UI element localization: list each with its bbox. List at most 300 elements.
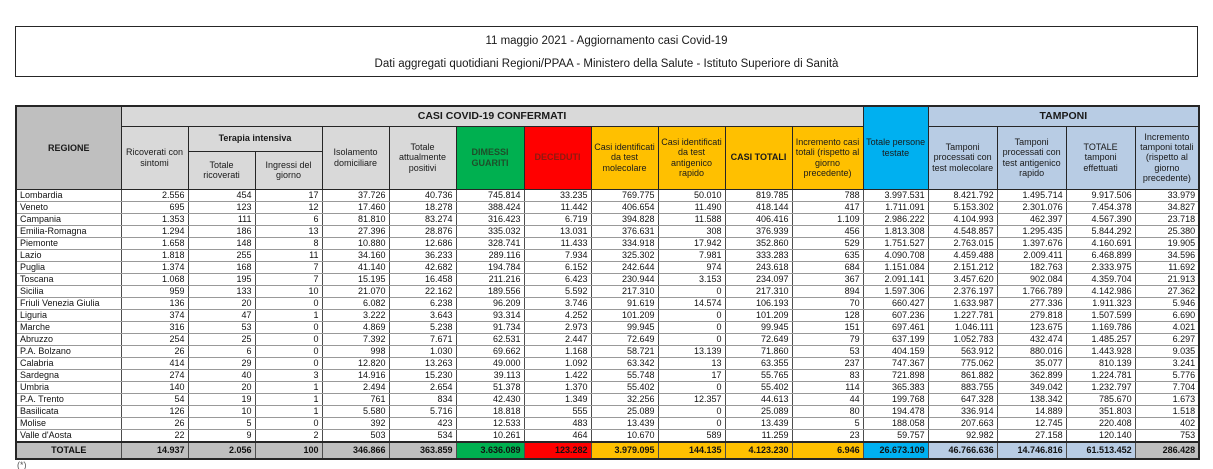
value-cell: 6.468.899 [1066,249,1135,261]
value-cell: 23 [792,429,863,442]
value-cell: 3.222 [322,309,389,321]
value-cell: 1.818 [121,249,188,261]
value-cell: 2.009.411 [997,249,1066,261]
value-cell: 20 [188,381,255,393]
value-cell: 1.751.527 [863,237,928,249]
value-cell: 1.658 [121,237,188,249]
value-cell: 217.310 [591,285,658,297]
region-name: Abruzzo [16,333,121,345]
value-cell: 55.765 [725,369,792,381]
value-cell: 454 [188,189,255,201]
value-cell: 10 [188,405,255,417]
report-title: 11 maggio 2021 - Aggiornamento casi Covid-19 [485,35,728,47]
value-cell: 42.682 [389,261,456,273]
value-cell: 745.814 [456,189,524,201]
value-cell: 8 [255,237,322,249]
value-cell: 753 [1135,429,1199,442]
value-cell: 635 [792,249,863,261]
value-cell: 0 [658,405,725,417]
value-cell: 5.592 [524,285,591,297]
value-cell: 71.860 [725,345,792,357]
value-cell: 186 [188,225,255,237]
value-cell: 27.362 [1135,285,1199,297]
value-cell: 1.374 [121,261,188,273]
value-cell: 775.062 [928,357,997,369]
value-cell: 44 [792,393,863,405]
report-header [15,26,1198,77]
value-cell: 1.030 [389,345,456,357]
value-cell: 333.283 [725,249,792,261]
value-cell: 230.944 [591,273,658,285]
value-cell: 959 [121,285,188,297]
value-cell: 11 [255,249,322,261]
value-cell: 589 [658,429,725,442]
value-cell: 5 [188,417,255,429]
value-cell: 1.766.789 [997,285,1066,297]
value-cell: 7.671 [389,333,456,345]
value-cell: 334.918 [591,237,658,249]
value-cell: 6.297 [1135,333,1199,345]
value-cell: 194.478 [863,405,928,417]
table-row [16,285,1199,297]
value-cell: 1.168 [524,345,591,357]
value-cell: 998 [322,345,389,357]
value-cell: 151 [792,321,863,333]
region-name: Emilia-Romagna [16,225,121,237]
value-cell: 6.690 [1135,309,1199,321]
region-name: Friuli Venezia Giulia [16,297,121,309]
value-cell: 13.439 [725,417,792,429]
value-cell: 1.052.783 [928,333,997,345]
total-label: TOTALE [16,442,121,459]
value-cell: 100 [255,442,322,459]
value-cell: 72.649 [725,333,792,345]
value-cell: 697.461 [863,321,928,333]
value-cell: 0 [255,345,322,357]
value-cell: 144.135 [658,442,725,459]
value-cell: 4.021 [1135,321,1199,333]
value-cell: 0 [658,309,725,321]
value-cell: 406.654 [591,201,658,213]
table-row [16,333,1199,345]
value-cell: 14.574 [658,297,725,309]
value-cell: 53 [792,345,863,357]
value-cell: 2 [255,429,322,442]
value-cell: 335.032 [456,225,524,237]
value-cell: 374 [121,309,188,321]
value-cell: 6.238 [389,297,456,309]
value-cell: 2.151.212 [928,261,997,273]
region-name: Lazio [16,249,121,261]
table-row [16,225,1199,237]
value-cell: 14.916 [322,369,389,381]
value-cell: 91.619 [591,297,658,309]
value-cell: 123 [188,201,255,213]
col-header-deceduti: DECEDUTI [524,126,591,189]
table-row [16,273,1199,285]
table-row [16,261,1199,273]
value-cell: 3.457.620 [928,273,997,285]
region-name: Sicilia [16,285,121,297]
region-name: Lombardia [16,189,121,201]
value-cell: 328.741 [456,237,524,249]
value-cell: 12.357 [658,393,725,405]
value-cell: 126 [121,405,188,417]
value-cell: 684 [792,261,863,273]
value-cell: 50.010 [658,189,725,201]
value-cell: 12.745 [997,417,1066,429]
value-cell: 1.397.676 [997,237,1066,249]
value-cell: 388.424 [456,201,524,213]
value-cell: 1.353 [121,213,188,225]
value-cell: 120.140 [1066,429,1135,442]
value-cell: 182.763 [997,261,1066,273]
value-cell: 79 [792,333,863,345]
value-cell: 7.934 [524,249,591,261]
table-row [16,213,1199,225]
value-cell: 237 [792,357,863,369]
value-cell: 14.889 [997,405,1066,417]
value-cell: 114 [792,381,863,393]
table-row [16,201,1199,213]
value-cell: 1.518 [1135,405,1199,417]
value-cell: 810.139 [1066,357,1135,369]
value-cell: 12.533 [456,417,524,429]
value-cell: 51.378 [456,381,524,393]
region-name: Sardegna [16,369,121,381]
value-cell: 7.392 [322,333,389,345]
value-cell: 1.633.987 [928,297,997,309]
value-cell: 92.982 [928,429,997,442]
value-cell: 316 [121,321,188,333]
value-cell: 25.380 [1135,225,1199,237]
value-cell: 17 [658,369,725,381]
value-cell: 199.768 [863,393,928,405]
value-cell: 418.144 [725,201,792,213]
col-header-regione: REGIONE [16,106,121,189]
value-cell: 1.911.323 [1066,297,1135,309]
value-cell: 34.596 [1135,249,1199,261]
value-cell: 55.402 [591,381,658,393]
table-row [16,393,1199,405]
value-cell: 2.763.015 [928,237,997,249]
value-cell: 80 [792,405,863,417]
value-cell: 55.748 [591,369,658,381]
value-cell: 394.828 [591,213,658,225]
value-cell: 10.880 [322,237,389,249]
value-cell: 207.663 [928,417,997,429]
footnote-marker: (*) [17,460,27,469]
col-header-persone-testate: Totale persone testate [863,106,928,189]
col-header-casi-totali: CASI TOTALI [725,126,792,189]
value-cell: 1.295.435 [997,225,1066,237]
value-cell: 0 [255,333,322,345]
value-cell: 1.109 [792,213,863,225]
value-cell: 2.301.076 [997,201,1066,213]
value-cell: 37.726 [322,189,389,201]
region-name: Toscana [16,273,121,285]
value-cell: 27.158 [997,429,1066,442]
value-cell: 351.803 [1066,405,1135,417]
value-cell: 255 [188,249,255,261]
value-cell: 9 [188,429,255,442]
value-cell: 2.091.141 [863,273,928,285]
total-row [16,442,1199,459]
value-cell: 23.718 [1135,213,1199,225]
region-name: Valle d'Aosta [16,429,121,442]
value-cell: 133 [188,285,255,297]
value-cell: 286.428 [1135,442,1199,459]
value-cell: 9.917.506 [1066,189,1135,201]
value-cell: 1 [255,309,322,321]
value-cell: 1.711.091 [863,201,928,213]
table-header [16,106,1199,189]
value-cell: 93.314 [456,309,524,321]
value-cell: 0 [255,321,322,333]
value-cell: 195 [188,273,255,285]
value-cell: 40 [188,369,255,381]
value-cell: 36.233 [389,249,456,261]
value-cell: 26.673.109 [863,442,928,459]
value-cell: 4.090.708 [863,249,928,261]
value-cell: 25.089 [591,405,658,417]
value-cell: 81.810 [322,213,389,225]
value-cell: 414 [121,357,188,369]
value-cell: 17 [255,189,322,201]
value-cell: 2.654 [389,381,456,393]
value-cell: 11.490 [658,201,725,213]
value-cell: 72.649 [591,333,658,345]
col-header-tamponi-molecolare: Tamponi processati con test molecolare [928,126,997,189]
value-cell: 26 [121,417,188,429]
value-cell: 2.447 [524,333,591,345]
value-cell: 769.775 [591,189,658,201]
value-cell: 63.342 [591,357,658,369]
value-cell: 29 [188,357,255,369]
value-cell: 101.209 [725,309,792,321]
value-cell: 5.844.292 [1066,225,1135,237]
value-cell: 362.899 [997,369,1066,381]
value-cell: 3 [255,369,322,381]
col-header-incremento-casi: Incremento casi totali (rispetto al giorno precedente) [792,126,863,189]
value-cell: 4.142.986 [1066,285,1135,297]
value-cell: 0 [255,297,322,309]
value-cell: 1.227.781 [928,309,997,321]
value-cell: 5 [792,417,863,429]
value-cell: 40.736 [389,189,456,201]
value-cell: 217.310 [725,285,792,297]
value-cell: 7.981 [658,249,725,261]
value-cell: 106.193 [725,297,792,309]
value-cell: 44.613 [725,393,792,405]
value-cell: 974 [658,261,725,273]
group-header-terapia-intensiva: Terapia intensiva [188,126,322,151]
value-cell: 91.734 [456,321,524,333]
table-row [16,321,1199,333]
value-cell: 11.692 [1135,261,1199,273]
value-cell: 7 [255,273,322,285]
value-cell: 417 [792,201,863,213]
value-cell: 308 [658,225,725,237]
value-cell: 12.820 [322,357,389,369]
value-cell: 220.408 [1066,417,1135,429]
value-cell: 42.430 [456,393,524,405]
value-cell: 18.278 [389,201,456,213]
value-cell: 894 [792,285,863,297]
table-body [16,189,1199,459]
value-cell: 1.232.797 [1066,381,1135,393]
value-cell: 1.169.786 [1066,321,1135,333]
value-cell: 140 [121,381,188,393]
value-cell: 1.294 [121,225,188,237]
value-cell: 11.433 [524,237,591,249]
value-cell: 34.160 [322,249,389,261]
value-cell: 637.199 [863,333,928,345]
col-header-incremento-tamponi: Incremento tamponi totali (rispetto al giorno precedente) [1135,126,1199,189]
value-cell: 63.355 [725,357,792,369]
value-cell: 0 [658,333,725,345]
value-cell: 168 [188,261,255,273]
value-cell: 70 [792,297,863,309]
col-header-isolamento: Isolamento domiciliare [322,126,389,189]
value-cell: 47 [188,309,255,321]
value-cell: 19.905 [1135,237,1199,249]
value-cell: 25.089 [725,405,792,417]
value-cell: 0 [255,357,322,369]
region-name: Liguria [16,309,121,321]
value-cell: 555 [524,405,591,417]
value-cell: 2.973 [524,321,591,333]
value-cell: 0 [658,381,725,393]
value-cell: 83 [792,369,863,381]
value-cell: 54 [121,393,188,405]
group-header-tamponi: TAMPONI [928,106,1199,126]
value-cell: 660.427 [863,297,928,309]
value-cell: 563.912 [928,345,997,357]
value-cell: 17.460 [322,201,389,213]
value-cell: 61.513.452 [1066,442,1135,459]
value-cell: 349.042 [997,381,1066,393]
value-cell: 34.827 [1135,201,1199,213]
value-cell: 464 [524,429,591,442]
col-header-tamponi-antigenico: Tamponi processati con test antigenico rapido [997,126,1066,189]
value-cell: 1.092 [524,357,591,369]
value-cell: 747.367 [863,357,928,369]
col-header-totale-ricoverati: Totale ricoverati [188,151,255,189]
value-cell: 33.979 [1135,189,1199,201]
value-cell: 96.209 [456,297,524,309]
value-cell: 148 [188,237,255,249]
value-cell: 12 [255,201,322,213]
value-cell: 274 [121,369,188,381]
value-cell: 721.898 [863,369,928,381]
value-cell: 13.439 [591,417,658,429]
col-header-dimessi-guariti: DIMESSI GUARITI [456,126,524,189]
value-cell: 0 [255,417,322,429]
value-cell: 12.686 [389,237,456,249]
value-cell: 243.618 [725,261,792,273]
value-cell: 15.230 [389,369,456,381]
value-cell: 111 [188,213,255,225]
value-cell: 41.140 [322,261,389,273]
value-cell: 13.139 [658,345,725,357]
value-cell: 7.454.378 [1066,201,1135,213]
value-cell: 1 [255,381,322,393]
value-cell: 861.882 [928,369,997,381]
value-cell: 7 [255,261,322,273]
value-cell: 6.152 [524,261,591,273]
value-cell: 1.224.781 [1066,369,1135,381]
value-cell: 6 [255,213,322,225]
value-cell: 49.000 [456,357,524,369]
value-cell: 14.937 [121,442,188,459]
table-row [16,357,1199,369]
region-name: Calabria [16,357,121,369]
value-cell: 1.597.306 [863,285,928,297]
value-cell: 3.153 [658,273,725,285]
covid-data-table [15,105,1200,460]
table-row [16,189,1199,201]
value-cell: 376.631 [591,225,658,237]
value-cell: 423 [389,417,456,429]
value-cell: 254 [121,333,188,345]
value-cell: 1.349 [524,393,591,405]
value-cell: 101.209 [591,309,658,321]
value-cell: 16.458 [389,273,456,285]
value-cell: 761 [322,393,389,405]
value-cell: 3.241 [1135,357,1199,369]
value-cell: 880.016 [997,345,1066,357]
value-cell: 4.359.704 [1066,273,1135,285]
value-cell: 9.035 [1135,345,1199,357]
value-cell: 607.236 [863,309,928,321]
value-cell: 194.784 [456,261,524,273]
value-cell: 128 [792,309,863,321]
value-cell: 53 [188,321,255,333]
value-cell: 26 [121,345,188,357]
value-cell: 1.068 [121,273,188,285]
value-cell: 1.151.084 [863,261,928,273]
value-cell: 8.421.792 [928,189,997,201]
table-row [16,309,1199,321]
value-cell: 1.422 [524,369,591,381]
value-cell: 19 [188,393,255,405]
value-cell: 6 [188,345,255,357]
value-cell: 2.333.975 [1066,261,1135,273]
value-cell: 2.556 [121,189,188,201]
value-cell: 1.507.599 [1066,309,1135,321]
value-cell: 695 [121,201,188,213]
value-cell: 14.746.816 [997,442,1066,459]
value-cell: 4.548.857 [928,225,997,237]
value-cell: 58.721 [591,345,658,357]
value-cell: 5.776 [1135,369,1199,381]
region-name: P.A. Bolzano [16,345,121,357]
value-cell: 21.913 [1135,273,1199,285]
value-cell: 3.746 [524,297,591,309]
value-cell: 13.031 [524,225,591,237]
table-row [16,381,1199,393]
value-cell: 4.252 [524,309,591,321]
value-cell: 189.556 [456,285,524,297]
value-cell: 59.757 [863,429,928,442]
table-row [16,297,1199,309]
value-cell: 4.567.390 [1066,213,1135,225]
region-name: Umbria [16,381,121,393]
value-cell: 0 [658,417,725,429]
value-cell: 2.056 [188,442,255,459]
value-cell: 367 [792,273,863,285]
